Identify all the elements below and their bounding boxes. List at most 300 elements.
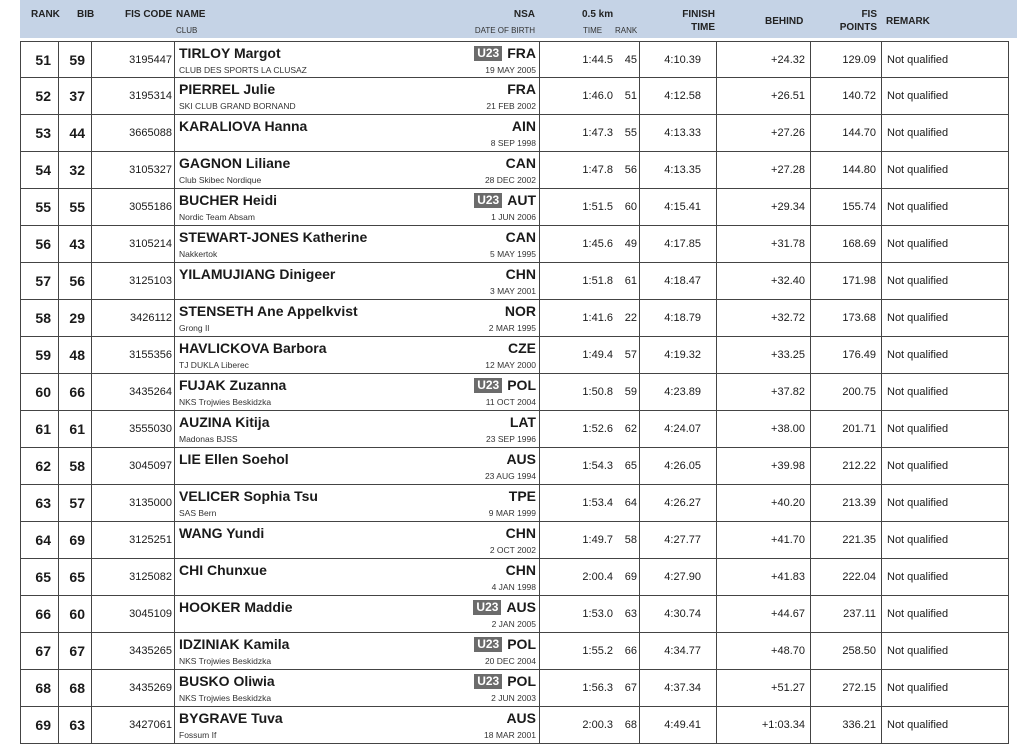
- date-of-birth: 5 MAY 1995: [490, 249, 536, 259]
- fis-points-cell: 173.68: [811, 300, 882, 336]
- behind-cell: +44.67: [717, 596, 811, 632]
- rank-cell: 61: [21, 411, 59, 447]
- remark-cell: Not qualified: [887, 571, 949, 583]
- fis-code-cell: 3435265: [92, 633, 175, 669]
- behind-cell: +24.32: [717, 42, 811, 77]
- name-cell: [175, 337, 540, 373]
- fis-points-cell: 212.22: [811, 448, 882, 484]
- split-time: 1:53.4: [582, 497, 613, 509]
- athlete-name: KARALIOVA Hanna: [179, 118, 308, 134]
- finish-time-cell: 4:34.77: [640, 633, 717, 669]
- table-row: [20, 485, 1009, 522]
- fis-code-cell: 3427061: [92, 707, 175, 743]
- rank-cell: 65: [21, 559, 59, 595]
- date-of-birth: 23 AUG 1994: [484, 471, 536, 481]
- finish-time-cell: 4:18.79: [640, 300, 717, 336]
- finish-time-cell: 4:24.07: [640, 411, 717, 447]
- split-rank: 57: [624, 349, 637, 361]
- athlete-name: CHI Chunxue: [179, 562, 267, 578]
- finish-time-cell: 4:12.58: [640, 78, 717, 114]
- behind-cell: +33.25: [717, 337, 811, 373]
- date-of-birth: 23 SEP 1996: [486, 434, 536, 444]
- behind-cell: +40.20: [717, 485, 811, 521]
- date-of-birth: 8 SEP 1998: [490, 138, 536, 148]
- split-time: 1:50.8: [582, 386, 613, 398]
- bib-cell: 65: [59, 559, 92, 595]
- fis-points-cell: 155.74: [811, 189, 882, 225]
- finish-time-cell: 4:19.32: [640, 337, 717, 373]
- table-row: [20, 263, 1009, 300]
- fis-code-cell: 3195314: [92, 78, 175, 114]
- rank-cell: 64: [21, 522, 59, 558]
- results-table: [20, 41, 1009, 744]
- remark-cell: Not qualified: [887, 90, 949, 102]
- nsa-group: [507, 81, 536, 97]
- nsa-code: AIN: [511, 118, 536, 134]
- behind-cell: +39.98: [717, 448, 811, 484]
- nsa-code: POL: [507, 673, 536, 689]
- header-bib: BIB: [77, 9, 95, 20]
- fis-code-cell: 3435264: [92, 374, 175, 410]
- nsa-group: [506, 451, 536, 467]
- nsa-group: [474, 377, 536, 393]
- name-cell: [175, 411, 540, 447]
- date-of-birth: 21 FEB 2002: [486, 101, 536, 111]
- split-rank: 22: [624, 312, 637, 324]
- remark-cell: Not qualified: [887, 460, 949, 472]
- table-row: [20, 559, 1009, 596]
- remark-cell: Not qualified: [887, 645, 949, 657]
- name-cell: [175, 707, 540, 743]
- behind-cell: +48.70: [717, 633, 811, 669]
- table-row: [20, 337, 1009, 374]
- date-of-birth: 4 JAN 1998: [491, 582, 536, 592]
- name-cell: [175, 596, 540, 632]
- name-cell: [175, 189, 540, 225]
- finish-time-cell: 4:10.39: [640, 42, 717, 77]
- header-rank: RANK: [31, 9, 60, 20]
- split-time: 1:49.4: [582, 349, 613, 361]
- bib-cell: 48: [59, 337, 92, 373]
- header-club: CLUB: [176, 26, 198, 35]
- nsa-code: AUS: [506, 710, 536, 726]
- split-cell: [540, 374, 640, 410]
- table-row: [20, 374, 1009, 411]
- table-row: [20, 596, 1009, 633]
- athlete-club: Grong Il: [179, 323, 210, 333]
- fis-points-cell: 200.75: [811, 374, 882, 410]
- split-time: 1:41.6: [582, 312, 613, 324]
- split-rank: 49: [624, 238, 637, 250]
- rank-cell: 59: [21, 337, 59, 373]
- rank-cell: 52: [21, 78, 59, 114]
- behind-cell: +51.27: [717, 670, 811, 706]
- table-row: [20, 115, 1009, 152]
- split-cell: [540, 670, 640, 706]
- behind-cell: +31.78: [717, 226, 811, 262]
- name-cell: [175, 374, 540, 410]
- u23-badge: U23: [474, 46, 502, 61]
- date-of-birth: 2 MAR 1995: [488, 323, 536, 333]
- nsa-group: [512, 118, 536, 134]
- table-row: [20, 189, 1009, 226]
- fis-points-cell: 144.80: [811, 152, 882, 188]
- bib-cell: 66: [59, 374, 92, 410]
- table-header: [20, 0, 1017, 38]
- split-rank: 58: [624, 534, 637, 546]
- header-split-rank: RANK: [615, 26, 638, 35]
- header-behind: BEHIND: [765, 16, 804, 27]
- behind-cell: +29.34: [717, 189, 811, 225]
- remark-cell: Not qualified: [887, 312, 949, 324]
- athlete-name: VELICER Sophia Tsu: [179, 488, 318, 504]
- split-cell: [540, 78, 640, 114]
- table-row: [20, 41, 1009, 78]
- split-rank: 67: [624, 682, 637, 694]
- u23-badge: U23: [474, 674, 502, 689]
- nsa-group: [474, 192, 536, 208]
- nsa-code: AUS: [506, 451, 536, 467]
- split-time: 1:51.5: [582, 201, 613, 213]
- athlete-club: SKI CLUB GRAND BORNAND: [179, 101, 296, 111]
- behind-cell: +1:03.34: [717, 707, 811, 743]
- nsa-group: [505, 303, 536, 319]
- nsa-code: CAN: [505, 229, 536, 245]
- header-finish-line1: FINISH: [682, 9, 715, 20]
- nsa-code: CHN: [505, 266, 536, 282]
- nsa-group: [506, 229, 536, 245]
- split-cell: [540, 448, 640, 484]
- behind-cell: +41.83: [717, 559, 811, 595]
- athlete-name: HOOKER Maddie: [179, 599, 293, 615]
- split-rank: 59: [624, 386, 637, 398]
- remark-cell: Not qualified: [887, 349, 949, 361]
- split-time: 1:56.3: [582, 682, 613, 694]
- fis-code-cell: 3426112: [92, 300, 175, 336]
- split-time: 2:00.3: [582, 719, 613, 731]
- name-cell: [175, 226, 540, 262]
- date-of-birth: 2 OCT 2002: [489, 545, 536, 555]
- athlete-name: IDZINIAK Kamila: [179, 636, 290, 652]
- rank-cell: 51: [21, 42, 59, 77]
- split-time: 1:47.3: [582, 127, 613, 139]
- split-cell: [540, 633, 640, 669]
- nsa-code: FRA: [507, 45, 536, 61]
- header-nsa: NSA: [513, 9, 535, 20]
- name-cell: [175, 522, 540, 558]
- nsa-group: [510, 414, 536, 430]
- u23-badge: U23: [474, 193, 502, 208]
- header-points-line2: POINTS: [839, 22, 877, 33]
- athlete-name: AUZINA Kitija: [179, 414, 270, 430]
- rank-cell: 58: [21, 300, 59, 336]
- split-time: 1:53.0: [582, 608, 613, 620]
- nsa-code: FRA: [507, 81, 536, 97]
- fis-code-cell: 3045097: [92, 448, 175, 484]
- finish-time-cell: 4:15.41: [640, 189, 717, 225]
- fis-code-cell: 3055186: [92, 189, 175, 225]
- finish-time-cell: 4:49.41: [640, 707, 717, 743]
- athlete-club: TJ DUKLA Liberec: [179, 360, 249, 370]
- fis-points-cell: 171.98: [811, 263, 882, 299]
- athlete-name: GAGNON Liliane: [179, 155, 291, 171]
- table-row: [20, 78, 1009, 115]
- athlete-club: Madonas BJSS: [179, 434, 238, 444]
- split-cell: [540, 522, 640, 558]
- date-of-birth: 28 DEC 2002: [484, 175, 536, 185]
- finish-time-cell: 4:37.34: [640, 670, 717, 706]
- split-time: 1:49.7: [582, 534, 613, 546]
- table-row: [20, 411, 1009, 448]
- rank-cell: 63: [21, 485, 59, 521]
- athlete-name: STEWART-JONES Katherine: [179, 229, 368, 245]
- u23-badge: U23: [474, 637, 502, 652]
- nsa-group: [509, 488, 536, 504]
- header-finish-line2: TIME: [691, 22, 715, 33]
- u23-badge: U23: [474, 378, 502, 393]
- remark-cell: Not qualified: [887, 423, 949, 435]
- finish-time-cell: 4:23.89: [640, 374, 717, 410]
- fis-code-cell: 3125082: [92, 559, 175, 595]
- header-split-distance: 0.5 km: [582, 9, 614, 20]
- rank-cell: 68: [21, 670, 59, 706]
- nsa-code: POL: [507, 636, 536, 652]
- split-cell: [540, 42, 640, 77]
- rank-cell: 55: [21, 189, 59, 225]
- fis-points-cell: 221.35: [811, 522, 882, 558]
- fis-code-cell: 3155356: [92, 337, 175, 373]
- rank-cell: 60: [21, 374, 59, 410]
- bib-cell: 60: [59, 596, 92, 632]
- date-of-birth: 20 DEC 2004: [484, 656, 536, 666]
- nsa-code: CHN: [505, 525, 536, 541]
- athlete-name: BUCHER Heidi: [179, 192, 278, 208]
- athlete-club: SAS Bern: [179, 508, 217, 518]
- nsa-code: TPE: [508, 488, 536, 504]
- finish-time-cell: 4:17.85: [640, 226, 717, 262]
- split-cell: [540, 707, 640, 743]
- athlete-name: BUSKO Oliwia: [179, 673, 275, 689]
- athlete-club: Fossum If: [179, 730, 217, 740]
- fis-points-cell: 140.72: [811, 78, 882, 114]
- bib-cell: 44: [59, 115, 92, 151]
- rank-cell: 69: [21, 707, 59, 743]
- name-cell: [175, 485, 540, 521]
- nsa-group: [506, 562, 536, 578]
- finish-time-cell: 4:27.90: [640, 559, 717, 595]
- header-points-line1: FIS: [861, 9, 877, 20]
- date-of-birth: 12 MAY 2000: [485, 360, 536, 370]
- split-cell: [540, 596, 640, 632]
- finish-time-cell: 4:26.27: [640, 485, 717, 521]
- split-cell: [540, 411, 640, 447]
- athlete-name: STENSETH Ane Appelkvist: [179, 303, 358, 319]
- behind-cell: +32.72: [717, 300, 811, 336]
- athlete-club: NKS Trojwies Beskidzka: [179, 397, 272, 407]
- remark-cell: Not qualified: [887, 201, 949, 213]
- fis-code-cell: 3105214: [92, 226, 175, 262]
- bib-cell: 37: [59, 78, 92, 114]
- date-of-birth: 19 MAY 2005: [485, 65, 536, 75]
- fis-points-cell: 272.15: [811, 670, 882, 706]
- split-rank: 63: [624, 608, 637, 620]
- header-fis-code: FIS CODE: [125, 9, 173, 20]
- nsa-group: [473, 599, 536, 615]
- remark-cell: Not qualified: [887, 238, 949, 250]
- date-of-birth: 3 MAY 2001: [490, 286, 536, 296]
- name-cell: [175, 300, 540, 336]
- fis-points-cell: 176.49: [811, 337, 882, 373]
- rank-cell: 54: [21, 152, 59, 188]
- u23-badge: U23: [473, 600, 501, 615]
- athlete-club: Nordic Team Absam: [179, 212, 255, 222]
- bib-cell: 61: [59, 411, 92, 447]
- name-cell: [175, 42, 540, 77]
- remark-cell: Not qualified: [887, 682, 949, 694]
- behind-cell: +41.70: [717, 522, 811, 558]
- athlete-name: HAVLICKOVA Barbora: [179, 340, 327, 356]
- nsa-code: CHN: [505, 562, 536, 578]
- split-cell: [540, 115, 640, 151]
- remark-cell: Not qualified: [887, 608, 949, 620]
- date-of-birth: 11 OCT 2004: [485, 397, 536, 407]
- date-of-birth: 18 MAR 2001: [484, 730, 536, 740]
- table-row: [20, 633, 1009, 670]
- rank-cell: 67: [21, 633, 59, 669]
- bib-cell: 57: [59, 485, 92, 521]
- split-rank: 64: [624, 497, 637, 509]
- split-rank: 56: [624, 164, 637, 176]
- split-cell: [540, 559, 640, 595]
- fis-points-cell: 258.50: [811, 633, 882, 669]
- nsa-group: [474, 636, 536, 652]
- nsa-code: LAT: [509, 414, 536, 430]
- nsa-code: POL: [507, 377, 536, 393]
- header-remark: REMARK: [886, 16, 930, 27]
- athlete-name: LIE Ellen Soehol: [179, 451, 289, 467]
- split-cell: [540, 263, 640, 299]
- nsa-group: [474, 673, 536, 689]
- bib-cell: 29: [59, 300, 92, 336]
- name-cell: [175, 115, 540, 151]
- table-row: [20, 707, 1009, 744]
- bib-cell: 63: [59, 707, 92, 743]
- fis-code-cell: 3125251: [92, 522, 175, 558]
- table-row: [20, 522, 1009, 559]
- finish-time-cell: 4:13.33: [640, 115, 717, 151]
- fis-points-cell: 129.09: [811, 42, 882, 77]
- fis-code-cell: 3555030: [92, 411, 175, 447]
- athlete-club: Club Skibec Nordique: [179, 175, 262, 185]
- date-of-birth: 9 MAR 1999: [488, 508, 536, 518]
- fis-code-cell: 3105327: [92, 152, 175, 188]
- nsa-code: NOR: [504, 303, 536, 319]
- behind-cell: +26.51: [717, 78, 811, 114]
- fis-code-cell: 3135000: [92, 485, 175, 521]
- fis-code-cell: 3665088: [92, 115, 175, 151]
- athlete-club: NKS Trojwies Beskidzka: [179, 656, 272, 666]
- table-row: [20, 448, 1009, 485]
- rank-cell: 53: [21, 115, 59, 151]
- fis-points-cell: 237.11: [811, 596, 882, 632]
- date-of-birth: 2 JUN 2003: [491, 693, 536, 703]
- name-cell: [175, 263, 540, 299]
- fis-points-cell: 213.39: [811, 485, 882, 521]
- nsa-group: [506, 525, 536, 541]
- split-rank: 60: [624, 201, 637, 213]
- athlete-club: NKS Trojwies Beskidzka: [179, 693, 272, 703]
- athlete-club: Nakkertok: [179, 249, 218, 259]
- fis-code-cell: 3435269: [92, 670, 175, 706]
- split-rank: 55: [624, 127, 637, 139]
- remark-cell: Not qualified: [887, 719, 949, 731]
- behind-cell: +38.00: [717, 411, 811, 447]
- split-rank: 68: [624, 719, 637, 731]
- rank-cell: 56: [21, 226, 59, 262]
- name-cell: [175, 78, 540, 114]
- nsa-group: [474, 45, 536, 61]
- bib-cell: 56: [59, 263, 92, 299]
- split-time: 1:51.8: [582, 275, 613, 287]
- bib-cell: 59: [59, 42, 92, 77]
- table-row: [20, 226, 1009, 263]
- rank-cell: 66: [21, 596, 59, 632]
- bib-cell: 58: [59, 448, 92, 484]
- finish-time-cell: 4:30.74: [640, 596, 717, 632]
- behind-cell: +27.28: [717, 152, 811, 188]
- behind-cell: +37.82: [717, 374, 811, 410]
- rank-cell: 62: [21, 448, 59, 484]
- header-dob: DATE OF BIRTH: [474, 26, 535, 35]
- nsa-group: [508, 340, 536, 356]
- header-name: NAME: [176, 9, 206, 20]
- date-of-birth: 1 JUN 2006: [491, 212, 536, 222]
- remark-cell: Not qualified: [887, 275, 949, 287]
- nsa-code: AUT: [507, 192, 536, 208]
- athlete-name: FUJAK Zuzanna: [179, 377, 287, 393]
- split-cell: [540, 226, 640, 262]
- split-time: 1:47.8: [582, 164, 613, 176]
- name-cell: [175, 633, 540, 669]
- athlete-name: WANG Yundi: [179, 525, 265, 541]
- date-of-birth: 2 JAN 2005: [491, 619, 536, 629]
- split-time: 1:52.6: [582, 423, 613, 435]
- bib-cell: 32: [59, 152, 92, 188]
- remark-cell: Not qualified: [887, 386, 949, 398]
- remark-cell: Not qualified: [887, 54, 949, 66]
- split-cell: [540, 300, 640, 336]
- fis-points-cell: 144.70: [811, 115, 882, 151]
- nsa-code: CZE: [508, 340, 536, 356]
- nsa-code: CAN: [505, 155, 536, 171]
- split-cell: [540, 189, 640, 225]
- remark-cell: Not qualified: [887, 497, 949, 509]
- split-time: 1:44.5: [582, 54, 613, 66]
- fis-code-cell: 3125103: [92, 263, 175, 299]
- split-cell: [540, 485, 640, 521]
- split-rank: 45: [624, 54, 637, 66]
- bib-cell: 68: [59, 670, 92, 706]
- table-row: [20, 670, 1009, 707]
- split-time: 1:45.6: [582, 238, 613, 250]
- header-split-time: TIME: [583, 26, 603, 35]
- finish-time-cell: 4:13.35: [640, 152, 717, 188]
- bib-cell: 55: [59, 189, 92, 225]
- nsa-code: AUS: [506, 599, 536, 615]
- fis-points-cell: 168.69: [811, 226, 882, 262]
- split-rank: 69: [624, 571, 637, 583]
- split-time: 1:54.3: [582, 460, 613, 472]
